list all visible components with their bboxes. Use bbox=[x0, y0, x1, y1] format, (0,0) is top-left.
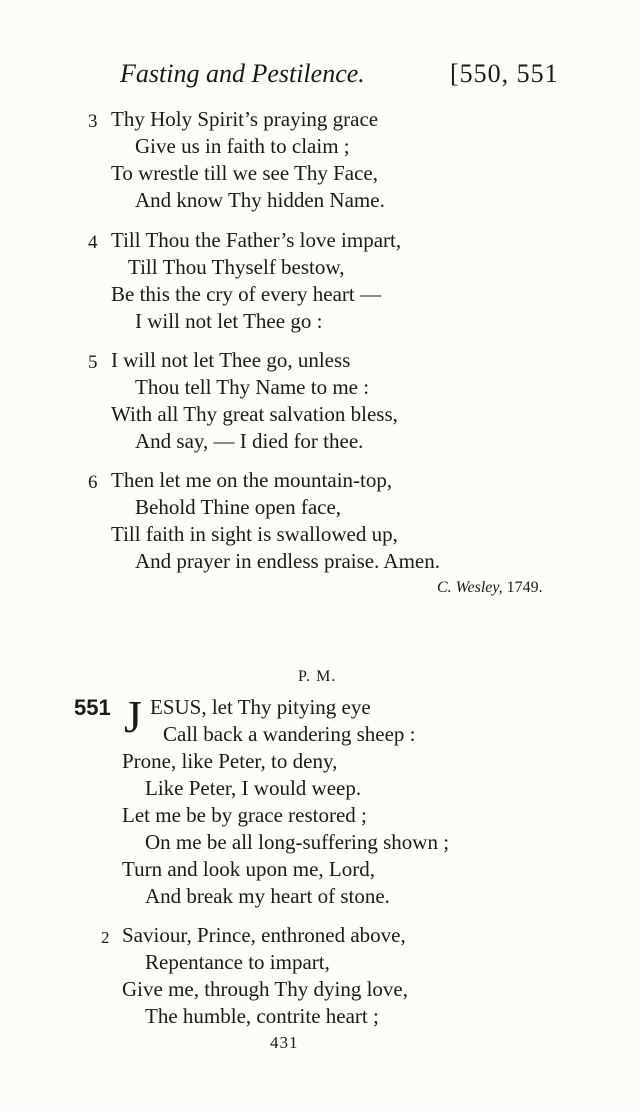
author-attribution bbox=[437, 579, 543, 597]
verse-line: Be this the cry of every heart — bbox=[111, 282, 381, 306]
verse-line: ESUS, let Thy pitying eye bbox=[150, 695, 371, 719]
verse-line: Thy Holy Spirit’s praying grace bbox=[111, 107, 379, 131]
verse-line: Prone, like Peter, to deny, bbox=[122, 749, 338, 773]
verse-line: Till Thou Thyself bestow, bbox=[128, 255, 345, 279]
header-title: Fasting and Pestilence. bbox=[120, 59, 365, 88]
hymn-number: 551 bbox=[74, 695, 111, 720]
drop-cap: J bbox=[124, 691, 142, 742]
verse-line: To wrestle till we see Thy Face, bbox=[111, 161, 378, 185]
verse-line: And say, — I died for thee. bbox=[135, 429, 364, 453]
header-hymn-numbers: [550, 551 bbox=[450, 59, 559, 88]
verse-line: On me be all long-suffering shown ; bbox=[145, 830, 450, 854]
verse-line: Thou tell Thy Name to me : bbox=[135, 375, 370, 399]
verse-line: Give us in faith to claim ; bbox=[135, 134, 350, 158]
meter-indicator: P. M. bbox=[298, 668, 337, 685]
verse-line: And prayer in endless praise. Amen. bbox=[135, 549, 441, 573]
author-year: 1749. bbox=[506, 579, 543, 596]
verse-line: Then let me on the mountain-top, bbox=[111, 468, 393, 492]
verse-number: 2 bbox=[101, 928, 110, 947]
verse-line: And know Thy hidden Name. bbox=[135, 188, 385, 212]
verse-line: Turn and look upon me, Lord, bbox=[122, 857, 375, 881]
verse-line: Till faith in sight is swallowed up, bbox=[111, 522, 398, 546]
verse-line: Call back a wandering sheep : bbox=[163, 722, 416, 746]
verse-line: The humble, contrite heart ; bbox=[145, 1004, 379, 1028]
page-number: 431 bbox=[270, 1033, 299, 1052]
verse-line: I will not let Thee go : bbox=[135, 309, 323, 333]
verse-line: With all Thy great salvation bless, bbox=[111, 402, 398, 426]
verse-number: 6 bbox=[88, 472, 98, 493]
verse-line: Behold Thine open face, bbox=[135, 495, 342, 519]
verse-number: 4 bbox=[88, 232, 98, 253]
verse-line: Let me be by grace restored ; bbox=[122, 803, 367, 827]
author-name: C. Wesley, bbox=[437, 579, 503, 596]
verse-line: Saviour, Prince, enthroned above, bbox=[122, 923, 406, 947]
verse-line: Give me, through Thy dying love, bbox=[122, 977, 408, 1001]
verse-line: Like Peter, I would weep. bbox=[145, 776, 362, 800]
verse-line: Repentance to impart, bbox=[145, 950, 330, 974]
verse-number: 5 bbox=[88, 352, 98, 373]
verse-number: 3 bbox=[88, 111, 98, 132]
verse-line: I will not let Thee go, unless bbox=[111, 348, 351, 372]
verse-line: And break my heart of stone. bbox=[145, 884, 390, 908]
verse-line: Till Thou the Father’s love impart, bbox=[111, 228, 402, 252]
